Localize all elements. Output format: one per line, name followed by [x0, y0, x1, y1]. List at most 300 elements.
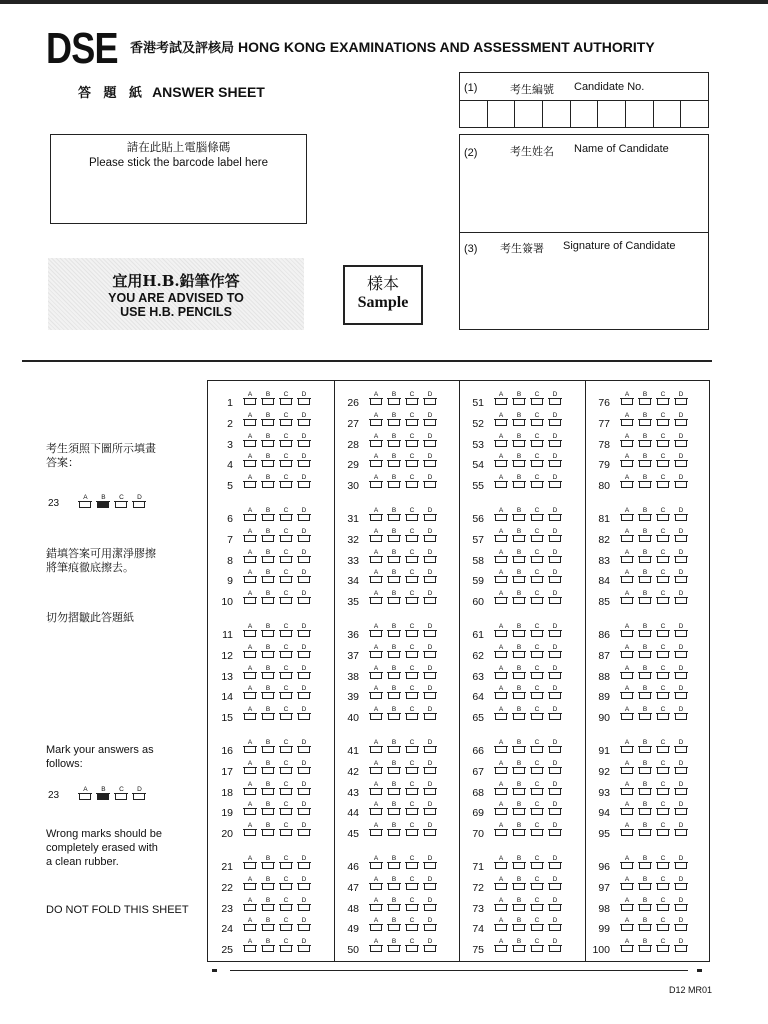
answer-bubble-b[interactable] [261, 822, 279, 840]
answer-bubble-a[interactable] [494, 528, 512, 546]
answer-bubble-d[interactable] [297, 822, 315, 840]
answer-bubble-d[interactable] [423, 528, 441, 546]
answer-bubble-a[interactable] [494, 685, 512, 703]
answer-bubble-a[interactable] [620, 685, 638, 703]
answer-bubble-a[interactable] [369, 685, 387, 703]
answer-bubble-b[interactable] [638, 739, 656, 757]
answer-bubble-c[interactable] [656, 876, 674, 894]
answer-bubble-c[interactable] [405, 938, 423, 956]
answer-bubble-a[interactable] [369, 739, 387, 757]
answer-bubble-a[interactable] [494, 453, 512, 471]
answer-bubble-b[interactable] [387, 474, 405, 492]
answer-bubble-c[interactable] [279, 549, 297, 567]
answer-bubble-c[interactable] [656, 528, 674, 546]
answer-bubble-a[interactable] [494, 644, 512, 662]
candidate-number-cell[interactable] [626, 101, 654, 128]
answer-bubble-c[interactable] [279, 433, 297, 451]
answer-bubble-b[interactable] [512, 685, 530, 703]
answer-bubble-c[interactable] [279, 781, 297, 799]
answer-bubble-c[interactable] [405, 391, 423, 409]
answer-bubble-c[interactable] [656, 569, 674, 587]
answer-bubble-b[interactable] [387, 855, 405, 873]
answer-bubble-d[interactable] [423, 623, 441, 641]
answer-bubble-c[interactable] [656, 897, 674, 915]
answer-bubble-c[interactable] [279, 412, 297, 430]
answer-bubble-c[interactable] [405, 623, 423, 641]
answer-bubble-d[interactable] [674, 623, 692, 641]
answer-bubble-b[interactable] [512, 453, 530, 471]
answer-bubble-a[interactable] [494, 590, 512, 608]
answer-bubble-c[interactable] [656, 507, 674, 525]
answer-bubble-a[interactable] [369, 391, 387, 409]
answer-bubble-d[interactable] [297, 917, 315, 935]
answer-bubble-b[interactable] [261, 391, 279, 409]
answer-bubble-a[interactable] [620, 528, 638, 546]
candidate-number-cell[interactable] [571, 101, 599, 128]
answer-bubble-b[interactable] [387, 739, 405, 757]
answer-bubble-b[interactable] [261, 855, 279, 873]
answer-bubble-d[interactable] [423, 706, 441, 724]
answer-bubble-b[interactable] [261, 623, 279, 641]
answer-bubble-d[interactable] [548, 801, 566, 819]
answer-bubble-a[interactable] [243, 549, 261, 567]
answer-bubble-d[interactable] [423, 412, 441, 430]
answer-bubble-d[interactable] [674, 876, 692, 894]
answer-bubble-c[interactable] [530, 685, 548, 703]
answer-bubble-d[interactable] [548, 706, 566, 724]
answer-bubble-c[interactable] [405, 855, 423, 873]
answer-bubble-d[interactable] [674, 549, 692, 567]
answer-bubble-a[interactable] [620, 590, 638, 608]
answer-bubble-b[interactable] [261, 528, 279, 546]
answer-bubble-b[interactable] [638, 760, 656, 778]
answer-bubble-c[interactable] [656, 685, 674, 703]
answer-bubble-b[interactable] [96, 786, 114, 804]
answer-bubble-a[interactable] [494, 623, 512, 641]
answer-bubble-d[interactable] [674, 822, 692, 840]
answer-bubble-c[interactable] [530, 507, 548, 525]
answer-bubble-d[interactable] [297, 855, 315, 873]
answer-bubble-c[interactable] [530, 665, 548, 683]
answer-bubble-b[interactable] [387, 507, 405, 525]
answer-bubble-b[interactable] [512, 876, 530, 894]
answer-bubble-b[interactable] [512, 549, 530, 567]
answer-bubble-c[interactable] [530, 938, 548, 956]
answer-bubble-b[interactable] [261, 569, 279, 587]
answer-bubble-c[interactable] [279, 822, 297, 840]
answer-bubble-b[interactable] [512, 623, 530, 641]
answer-bubble-a[interactable] [369, 917, 387, 935]
answer-bubble-a[interactable] [494, 739, 512, 757]
answer-bubble-c[interactable] [656, 760, 674, 778]
answer-bubble-b[interactable] [638, 528, 656, 546]
candidate-number-cell[interactable] [681, 101, 708, 128]
answer-bubble-c[interactable] [530, 412, 548, 430]
answer-bubble-b[interactable] [261, 801, 279, 819]
answer-bubble-b[interactable] [638, 549, 656, 567]
answer-bubble-a[interactable] [369, 623, 387, 641]
answer-bubble-b[interactable] [261, 590, 279, 608]
answer-bubble-b[interactable] [512, 474, 530, 492]
answer-bubble-b[interactable] [387, 549, 405, 567]
answer-bubble-b[interactable] [96, 494, 114, 512]
answer-bubble-b[interactable] [387, 590, 405, 608]
answer-bubble-b[interactable] [387, 412, 405, 430]
answer-bubble-a[interactable] [494, 938, 512, 956]
answer-bubble-c[interactable] [279, 528, 297, 546]
answer-bubble-b[interactable] [638, 685, 656, 703]
barcode-label-area[interactable] [50, 134, 307, 224]
answer-bubble-a[interactable] [494, 433, 512, 451]
answer-bubble-d[interactable] [297, 644, 315, 662]
answer-bubble-b[interactable] [512, 528, 530, 546]
answer-bubble-d[interactable] [423, 739, 441, 757]
answer-bubble-c[interactable] [279, 507, 297, 525]
answer-bubble-c[interactable] [279, 665, 297, 683]
answer-bubble-a[interactable] [369, 822, 387, 840]
answer-bubble-d[interactable] [548, 822, 566, 840]
answer-bubble-c[interactable] [656, 433, 674, 451]
answer-bubble-c[interactable] [279, 623, 297, 641]
answer-bubble-b[interactable] [387, 453, 405, 471]
answer-bubble-d[interactable] [297, 569, 315, 587]
answer-bubble-c[interactable] [279, 569, 297, 587]
answer-bubble-d[interactable] [297, 433, 315, 451]
answer-bubble-c[interactable] [530, 569, 548, 587]
answer-bubble-b[interactable] [638, 801, 656, 819]
answer-bubble-b[interactable] [261, 644, 279, 662]
answer-bubble-c[interactable] [656, 938, 674, 956]
answer-bubble-b[interactable] [638, 781, 656, 799]
answer-bubble-d[interactable] [423, 876, 441, 894]
answer-bubble-c[interactable] [279, 739, 297, 757]
answer-bubble-c[interactable] [656, 644, 674, 662]
answer-bubble-d[interactable] [297, 760, 315, 778]
answer-bubble-a[interactable] [620, 781, 638, 799]
answer-bubble-a[interactable] [243, 412, 261, 430]
answer-bubble-a[interactable] [369, 549, 387, 567]
answer-bubble-d[interactable] [297, 801, 315, 819]
answer-bubble-a[interactable] [369, 801, 387, 819]
answer-bubble-d[interactable] [297, 781, 315, 799]
answer-bubble-a[interactable] [494, 897, 512, 915]
answer-bubble-a[interactable] [78, 494, 96, 512]
answer-bubble-a[interactable] [243, 739, 261, 757]
answer-bubble-b[interactable] [638, 412, 656, 430]
answer-bubble-a[interactable] [243, 760, 261, 778]
answer-bubble-b[interactable] [261, 760, 279, 778]
answer-bubble-c[interactable] [656, 706, 674, 724]
answer-bubble-c[interactable] [530, 855, 548, 873]
answer-bubble-a[interactable] [243, 528, 261, 546]
answer-bubble-b[interactable] [512, 822, 530, 840]
answer-bubble-b[interactable] [261, 706, 279, 724]
answer-bubble-b[interactable] [638, 855, 656, 873]
answer-bubble-d[interactable] [548, 781, 566, 799]
answer-bubble-a[interactable] [620, 507, 638, 525]
answer-bubble-b[interactable] [387, 760, 405, 778]
answer-bubble-b[interactable] [638, 474, 656, 492]
answer-bubble-b[interactable] [512, 644, 530, 662]
answer-bubble-c[interactable] [656, 781, 674, 799]
answer-bubble-d[interactable] [423, 474, 441, 492]
answer-bubble-d[interactable] [548, 897, 566, 915]
answer-bubble-a[interactable] [494, 549, 512, 567]
answer-bubble-a[interactable] [620, 474, 638, 492]
answer-bubble-b[interactable] [387, 528, 405, 546]
answer-bubble-a[interactable] [620, 897, 638, 915]
answer-bubble-c[interactable] [530, 474, 548, 492]
answer-bubble-b[interactable] [261, 412, 279, 430]
answer-bubble-c[interactable] [530, 433, 548, 451]
answer-bubble-a[interactable] [243, 433, 261, 451]
answer-bubble-d[interactable] [548, 433, 566, 451]
answer-bubble-a[interactable] [243, 623, 261, 641]
answer-bubble-d[interactable] [548, 507, 566, 525]
answer-bubble-b[interactable] [512, 665, 530, 683]
answer-bubble-b[interactable] [261, 433, 279, 451]
answer-bubble-c[interactable] [279, 706, 297, 724]
answer-bubble-d[interactable] [423, 917, 441, 935]
answer-bubble-d[interactable] [674, 760, 692, 778]
answer-bubble-d[interactable] [548, 549, 566, 567]
answer-bubble-d[interactable] [548, 917, 566, 935]
answer-bubble-a[interactable] [243, 781, 261, 799]
answer-bubble-b[interactable] [512, 781, 530, 799]
answer-bubble-d[interactable] [297, 590, 315, 608]
answer-bubble-d[interactable] [132, 494, 150, 512]
answer-bubble-b[interactable] [261, 739, 279, 757]
answer-bubble-c[interactable] [405, 412, 423, 430]
answer-bubble-d[interactable] [674, 569, 692, 587]
answer-bubble-d[interactable] [423, 391, 441, 409]
answer-bubble-b[interactable] [512, 590, 530, 608]
answer-bubble-a[interactable] [243, 938, 261, 956]
answer-bubble-b[interactable] [512, 706, 530, 724]
answer-bubble-a[interactable] [243, 917, 261, 935]
answer-bubble-a[interactable] [243, 822, 261, 840]
answer-bubble-c[interactable] [405, 507, 423, 525]
answer-bubble-c[interactable] [530, 822, 548, 840]
answer-bubble-a[interactable] [369, 474, 387, 492]
answer-bubble-d[interactable] [674, 433, 692, 451]
answer-bubble-d[interactable] [674, 685, 692, 703]
answer-bubble-a[interactable] [620, 412, 638, 430]
answer-bubble-a[interactable] [620, 822, 638, 840]
answer-bubble-d[interactable] [423, 644, 441, 662]
answer-bubble-d[interactable] [297, 938, 315, 956]
answer-bubble-c[interactable] [530, 549, 548, 567]
answer-bubble-d[interactable] [297, 623, 315, 641]
answer-bubble-b[interactable] [512, 897, 530, 915]
answer-bubble-a[interactable] [620, 938, 638, 956]
answer-bubble-c[interactable] [279, 474, 297, 492]
answer-bubble-c[interactable] [114, 786, 132, 804]
candidate-number-cell[interactable] [543, 101, 571, 128]
candidate-number-cell[interactable] [488, 101, 516, 128]
answer-bubble-d[interactable] [674, 917, 692, 935]
answer-bubble-c[interactable] [530, 897, 548, 915]
answer-bubble-a[interactable] [243, 665, 261, 683]
answer-bubble-d[interactable] [423, 760, 441, 778]
answer-bubble-c[interactable] [405, 474, 423, 492]
answer-bubble-b[interactable] [261, 685, 279, 703]
answer-bubble-b[interactable] [512, 760, 530, 778]
answer-bubble-d[interactable] [297, 453, 315, 471]
answer-bubble-c[interactable] [656, 801, 674, 819]
answer-bubble-d[interactable] [423, 549, 441, 567]
answer-bubble-d[interactable] [548, 474, 566, 492]
answer-bubble-c[interactable] [656, 855, 674, 873]
answer-bubble-c[interactable] [279, 938, 297, 956]
answer-bubble-d[interactable] [674, 590, 692, 608]
answer-bubble-c[interactable] [405, 549, 423, 567]
answer-bubble-b[interactable] [512, 507, 530, 525]
answer-bubble-a[interactable] [369, 569, 387, 587]
answer-bubble-a[interactable] [369, 644, 387, 662]
answer-bubble-c[interactable] [405, 528, 423, 546]
answer-bubble-c[interactable] [405, 917, 423, 935]
answer-bubble-d[interactable] [674, 739, 692, 757]
answer-bubble-a[interactable] [620, 623, 638, 641]
answer-bubble-a[interactable] [494, 474, 512, 492]
answer-bubble-c[interactable] [279, 855, 297, 873]
answer-bubble-b[interactable] [638, 453, 656, 471]
answer-bubble-d[interactable] [674, 781, 692, 799]
answer-bubble-a[interactable] [243, 644, 261, 662]
answer-bubble-a[interactable] [494, 876, 512, 894]
answer-bubble-a[interactable] [78, 786, 96, 804]
answer-bubble-d[interactable] [297, 528, 315, 546]
answer-bubble-d[interactable] [548, 528, 566, 546]
answer-bubble-b[interactable] [638, 897, 656, 915]
answer-bubble-b[interactable] [638, 917, 656, 935]
answer-bubble-d[interactable] [423, 897, 441, 915]
answer-bubble-d[interactable] [297, 876, 315, 894]
answer-bubble-b[interactable] [261, 781, 279, 799]
answer-bubble-d[interactable] [548, 623, 566, 641]
answer-bubble-d[interactable] [674, 855, 692, 873]
answer-bubble-c[interactable] [530, 917, 548, 935]
answer-bubble-b[interactable] [261, 549, 279, 567]
answer-bubble-c[interactable] [530, 590, 548, 608]
answer-bubble-c[interactable] [405, 433, 423, 451]
answer-bubble-b[interactable] [512, 855, 530, 873]
answer-bubble-d[interactable] [548, 412, 566, 430]
answer-bubble-a[interactable] [243, 801, 261, 819]
answer-bubble-a[interactable] [620, 706, 638, 724]
answer-bubble-a[interactable] [243, 685, 261, 703]
answer-bubble-b[interactable] [638, 938, 656, 956]
answer-bubble-c[interactable] [656, 590, 674, 608]
answer-bubble-b[interactable] [512, 391, 530, 409]
answer-bubble-c[interactable] [656, 453, 674, 471]
answer-bubble-d[interactable] [674, 897, 692, 915]
candidate-number-cell[interactable] [460, 101, 488, 128]
candidate-number-cell[interactable] [654, 101, 682, 128]
answer-bubble-a[interactable] [369, 590, 387, 608]
answer-bubble-d[interactable] [297, 474, 315, 492]
answer-bubble-c[interactable] [114, 494, 132, 512]
answer-bubble-c[interactable] [405, 685, 423, 703]
answer-bubble-b[interactable] [638, 507, 656, 525]
answer-bubble-c[interactable] [656, 739, 674, 757]
answer-bubble-c[interactable] [530, 760, 548, 778]
answer-bubble-d[interactable] [674, 644, 692, 662]
answer-bubble-b[interactable] [387, 801, 405, 819]
answer-bubble-d[interactable] [423, 801, 441, 819]
answer-bubble-a[interactable] [494, 917, 512, 935]
answer-bubble-b[interactable] [387, 433, 405, 451]
answer-bubble-b[interactable] [387, 822, 405, 840]
answer-bubble-c[interactable] [530, 623, 548, 641]
candidate-number-cell[interactable] [515, 101, 543, 128]
answer-bubble-c[interactable] [656, 474, 674, 492]
answer-bubble-c[interactable] [405, 665, 423, 683]
answer-bubble-d[interactable] [674, 474, 692, 492]
answer-bubble-b[interactable] [638, 876, 656, 894]
answer-bubble-c[interactable] [530, 876, 548, 894]
answer-bubble-a[interactable] [243, 855, 261, 873]
answer-bubble-d[interactable] [548, 739, 566, 757]
answer-bubble-b[interactable] [512, 801, 530, 819]
answer-bubble-c[interactable] [279, 453, 297, 471]
answer-bubble-c[interactable] [279, 590, 297, 608]
answer-bubble-b[interactable] [638, 623, 656, 641]
answer-bubble-b[interactable] [638, 590, 656, 608]
answer-bubble-d[interactable] [297, 549, 315, 567]
answer-bubble-d[interactable] [423, 822, 441, 840]
answer-bubble-c[interactable] [405, 781, 423, 799]
answer-bubble-c[interactable] [656, 917, 674, 935]
answer-bubble-a[interactable] [620, 569, 638, 587]
answer-bubble-c[interactable] [530, 528, 548, 546]
answer-bubble-d[interactable] [674, 412, 692, 430]
answer-bubble-d[interactable] [674, 453, 692, 471]
answer-bubble-d[interactable] [423, 453, 441, 471]
answer-bubble-a[interactable] [494, 760, 512, 778]
answer-bubble-a[interactable] [620, 665, 638, 683]
answer-bubble-d[interactable] [297, 665, 315, 683]
answer-bubble-b[interactable] [387, 781, 405, 799]
answer-bubble-d[interactable] [548, 938, 566, 956]
answer-bubble-b[interactable] [387, 685, 405, 703]
answer-bubble-c[interactable] [405, 876, 423, 894]
answer-bubble-c[interactable] [530, 644, 548, 662]
answer-bubble-d[interactable] [297, 685, 315, 703]
answer-bubble-c[interactable] [530, 706, 548, 724]
answer-bubble-a[interactable] [369, 528, 387, 546]
answer-bubble-b[interactable] [638, 391, 656, 409]
answer-bubble-a[interactable] [243, 453, 261, 471]
answer-bubble-d[interactable] [548, 453, 566, 471]
answer-bubble-d[interactable] [548, 644, 566, 662]
answer-bubble-b[interactable] [387, 897, 405, 915]
answer-bubble-b[interactable] [261, 917, 279, 935]
answer-bubble-d[interactable] [297, 706, 315, 724]
answer-bubble-d[interactable] [548, 569, 566, 587]
answer-bubble-b[interactable] [638, 822, 656, 840]
answer-bubble-b[interactable] [512, 938, 530, 956]
answer-bubble-b[interactable] [638, 433, 656, 451]
answer-bubble-a[interactable] [243, 876, 261, 894]
answer-bubble-c[interactable] [656, 391, 674, 409]
answer-bubble-a[interactable] [494, 706, 512, 724]
answer-bubble-d[interactable] [297, 507, 315, 525]
answer-bubble-c[interactable] [405, 760, 423, 778]
answer-bubble-c[interactable] [405, 453, 423, 471]
answer-bubble-d[interactable] [297, 412, 315, 430]
